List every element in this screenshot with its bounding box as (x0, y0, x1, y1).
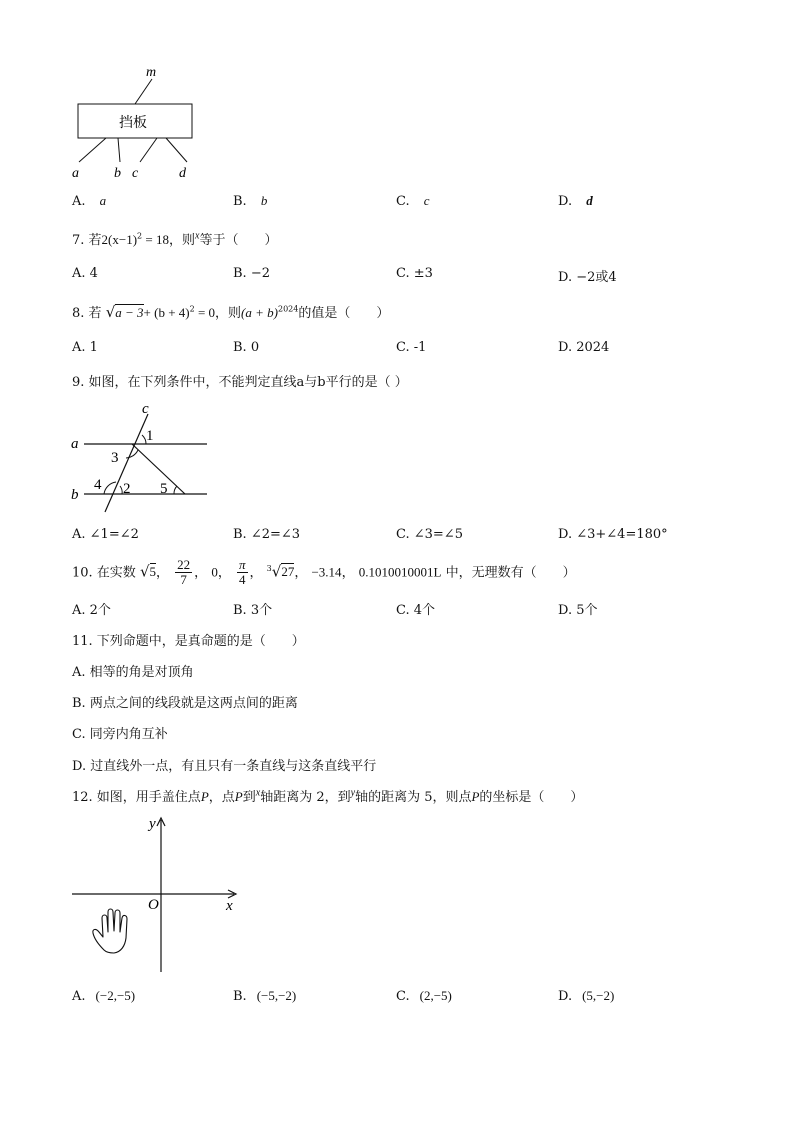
origin-label: O (148, 897, 159, 913)
line-c-label: c (142, 401, 149, 417)
hand-icon (93, 909, 127, 953)
angle-1-label: 1 (146, 428, 154, 444)
sqrt-sign: √ (105, 303, 116, 321)
q11-option-d[interactable]: D. 过直线外一点，有且只有一条直线与这条直线平行 (72, 759, 377, 774)
q10-option-a[interactable]: A. 2个 (72, 603, 111, 618)
q7-option-d[interactable]: D. −2或4 (558, 270, 617, 285)
q6-option-a[interactable]: A. a (72, 193, 107, 209)
q12-option-c[interactable]: C. (2,−5) (396, 988, 452, 1004)
q11-stem: 11. 下列命题中，是真命题的是（ ） (72, 634, 305, 649)
q10-stem: 10. 在实数 √5， $\frac{22}{7}$ ， 0， $\frac{\pi}{4}$ ， $^3$√27， −3.14， 0.1010010001L 中，无理数有（ ） (72, 557, 576, 588)
ray-d-label: d (179, 166, 186, 181)
line-b-label: b (71, 487, 79, 503)
x-axis-label: x (226, 898, 233, 914)
coordinate-figure (66, 814, 246, 976)
y-axis-label: y (149, 816, 156, 832)
fraction-22-7: $\frac{22}{7}$ (177, 557, 191, 588)
q11-option-a[interactable]: A. 相等的角是对顶角 (72, 665, 194, 680)
q12-option-b[interactable]: B. (−5,−2) (233, 988, 297, 1004)
q7-stem: 7. 若$2(x-1)^2 = 18$，则$^x$等于（ ） (72, 230, 278, 248)
ray-a-label: a (72, 166, 79, 181)
q10-option-d[interactable]: D. 5个 (558, 603, 598, 618)
q7-option-a[interactable]: A. 4 (72, 266, 98, 281)
q12-option-d[interactable]: D. (5,−2) (558, 988, 615, 1004)
q8-option-d[interactable]: D. 2024 (558, 340, 610, 355)
q12-option-a[interactable]: A. (−2,−5) (72, 988, 136, 1004)
angle-5-label: 5 (160, 481, 168, 497)
ray-b-label: b (114, 166, 121, 181)
q9-option-b[interactable]: B. ∠2=∠3 (233, 527, 301, 542)
q6-option-b[interactable]: B. b (233, 193, 268, 209)
angle-2-label: 2 (123, 481, 131, 497)
angle-4-label: 4 (94, 477, 102, 493)
q8-option-b[interactable]: B. 0 (233, 340, 260, 355)
q11-option-c[interactable]: C. 同旁内角互补 (72, 727, 168, 742)
parallel-lines-figure (66, 398, 216, 516)
q6-option-d[interactable]: D. d (558, 193, 593, 209)
q8-stem: 8. 若 $√a - 3+ (b + 4)^2 = 0$，则$(a + b)^{2024}$的值是（ ） (72, 303, 390, 321)
ray-c-label: c (132, 166, 139, 181)
q9-option-a[interactable]: A. ∠1=∠2 (72, 527, 139, 542)
q7-option-c[interactable]: C. ±3 (396, 266, 433, 281)
fraction-pi-4: $\frac{\pi}{4}$ (238, 557, 246, 588)
q8-option-c[interactable]: C. -1 (396, 340, 427, 355)
q9-option-c[interactable]: C. ∠3=∠5 (396, 527, 463, 542)
q10-option-c[interactable]: C. 4个 (396, 603, 436, 618)
baffle-figure (60, 62, 220, 186)
q6-option-c[interactable]: C. c (396, 193, 430, 209)
line-a-label: a (71, 436, 79, 452)
q9-stem: 9. 如图，在下列条件中，不能判定直线a与b平行的是（ ） (72, 375, 408, 390)
q7-option-b[interactable]: B. −2 (233, 266, 270, 281)
q8-option-a[interactable]: A. 1 (72, 340, 98, 355)
baffle-label: 挡板 (119, 115, 147, 131)
q11-option-b[interactable]: B. 两点之间的线段就是这两点间的距离 (72, 696, 298, 711)
line-m-label: m (146, 65, 157, 80)
q9-option-d[interactable]: D. ∠3+∠4=180° (558, 527, 668, 542)
q12-stem: 12. 如图，用手盖住点P，点P到$^x$轴距离为 2，到$^y$轴的距离为 5，则点P的坐标是（ ） (72, 787, 584, 805)
angle-3-label: 3 (111, 450, 119, 466)
q10-option-b[interactable]: B. 3个 (233, 603, 273, 618)
